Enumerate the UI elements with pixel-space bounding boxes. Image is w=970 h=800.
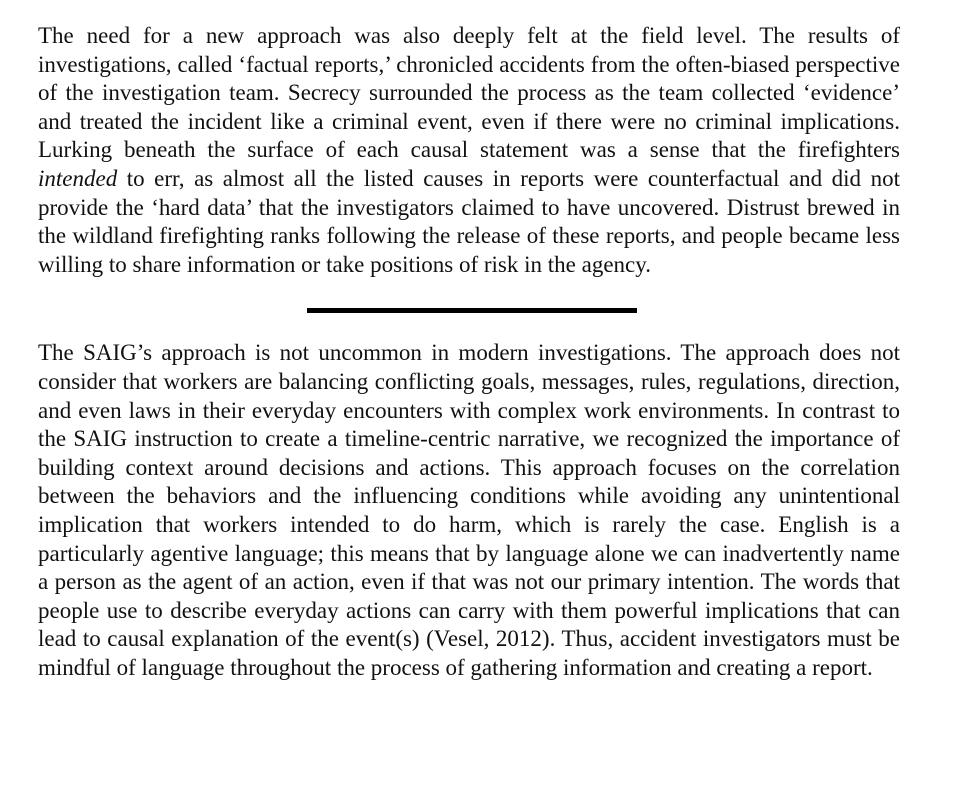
paragraph-1-text-end: to err, as almost all the listed causes in reports were counterfactual and did not provide the ‘hard data’ that the investigators claimed to have uncovered. Distrust brewed in the wildland firefighting ranks following the release of these reports, and people became less willing to share information or take positions of risk in the agency.: [38, 165, 900, 277]
paragraph-field-level: [38, 22, 900, 279]
paragraph-1-text-start: The need for a new approach was also deeply felt at the field level. The results of investigations, called ‘factual reports,’ chronicled accidents from the often-biased perspective of the investigation team. Secrecy surrounded the process as the team collected ‘evidence’ and treated the incident like a criminal event, even if there were no criminal implications. Lurking beneath the surface of each causal statement was a sense that the firefighters: [38, 23, 900, 163]
paragraph-saig-approach: The SAIG’s approach is not uncommon in modern investigations. The approach does not consider that workers are balancing conflicting goals, messages, rules, regulations, direction, and even laws in their everyday encounters with complex work environments. In contrast to the SAIG instruction to create a timeline-centric narrative, we recognized the importance of building context around decisions and actions. This approach focuses on the correlation between the behaviors and the influencing conditions while avoiding any unintentional implication that workers intended to do harm, which is rarely the case. English is a particularly agentive language; this means that by language alone we can inadvertently name a person as the agent of an action, even if that was not our primary intention. The words that people use to describe everyday actions can carry with them powerful implications that can lead to causal explanation of the event(s) (Vesel, 2012). Thus, accident investigators must be mindful of language throughout the process of gathering information and creating a report.: [38, 340, 900, 680]
document-page: [38, 22, 900, 682]
emphasized-word: intended: [38, 165, 118, 191]
section-divider: [307, 308, 637, 313]
